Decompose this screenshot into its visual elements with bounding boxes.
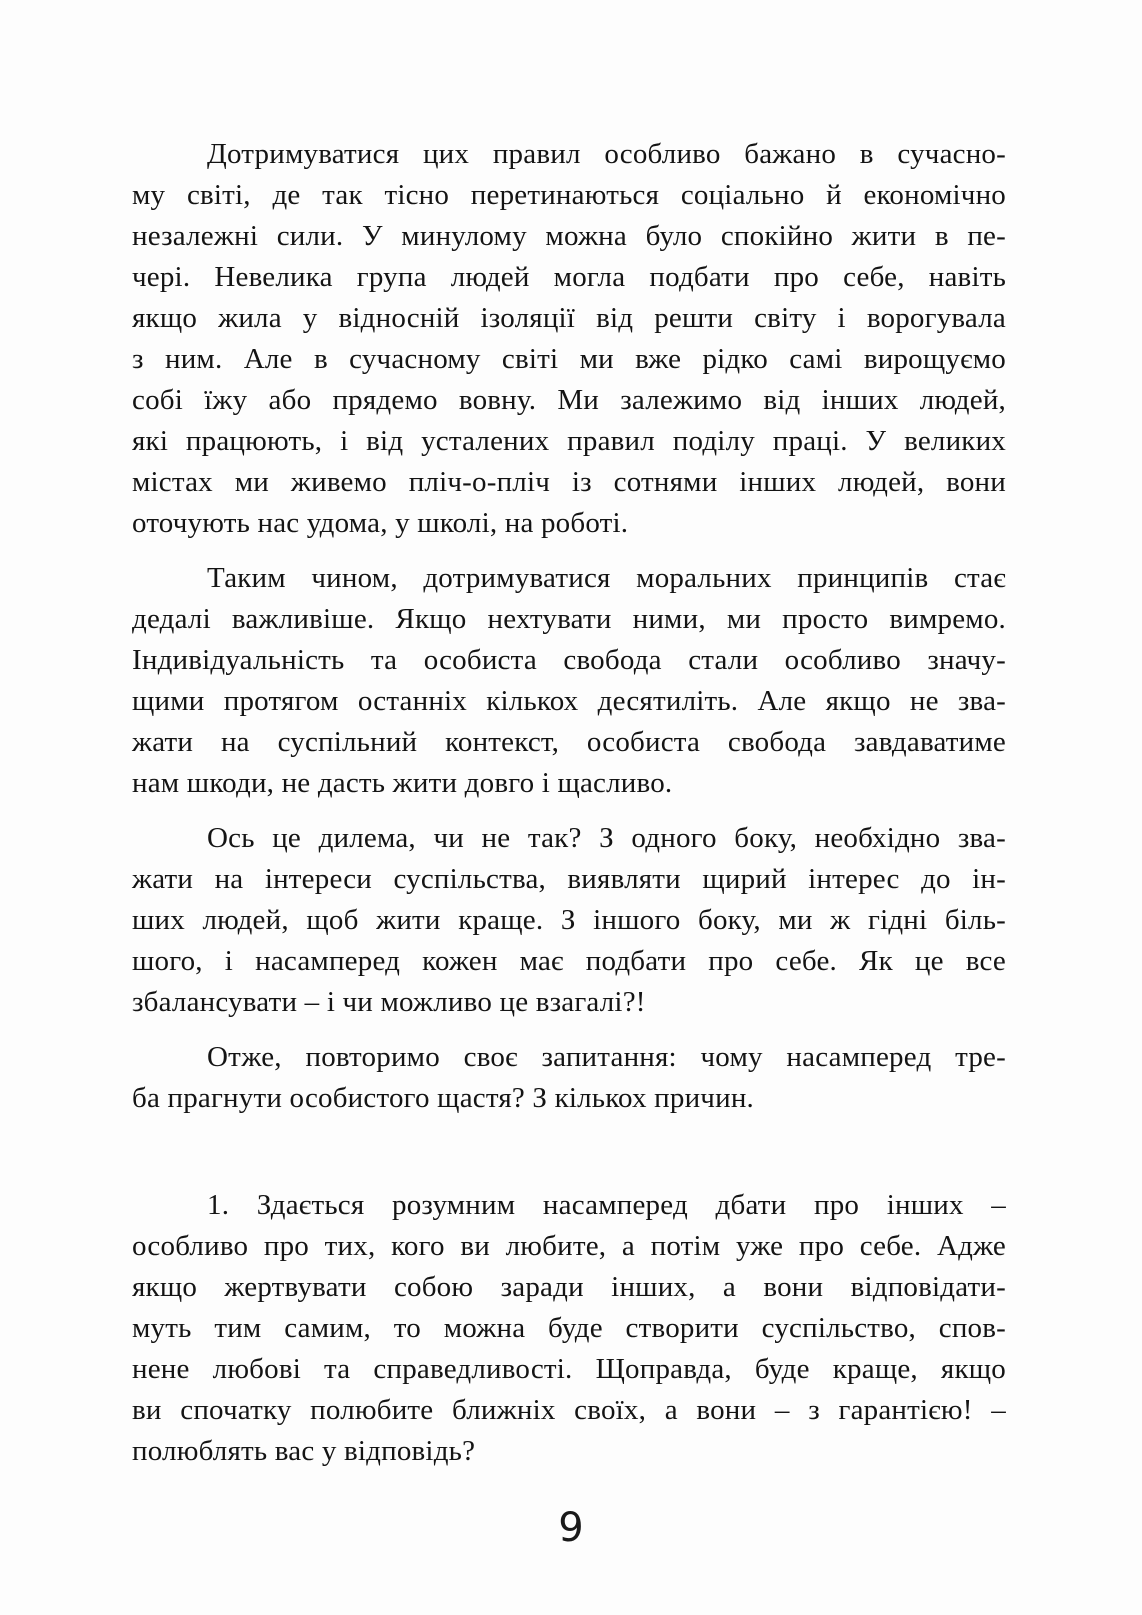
paragraph (132, 558, 1006, 804)
text-block (132, 134, 1006, 1486)
text-line: нам шкоди, не дасть жити довго і щасливо. (132, 767, 673, 799)
text-line: які працюють, і від усталених правил поділу праці. У великих (132, 425, 1006, 457)
text-line: шого, і насамперед кожен має подбати про себе. Як це все (132, 945, 1006, 977)
text-line: дедалі важливіше. Якщо нехтувати ними, ми просто вимремо. (132, 603, 1006, 635)
text-line: з ним. Але в сучасному світі ми вже рідко самі вирощуємо (132, 343, 1006, 375)
text-line: нене любові та справедливості. Щоправда, буде краще, якщо (132, 1353, 1006, 1385)
text-line: Ось це дилема, чи не так? З одного боку, необхідно зва- (207, 822, 1006, 854)
text-line: ших людей, щоб жити краще. З іншого боку, ми ж гідні біль- (132, 904, 1006, 936)
paragraph (132, 1037, 1006, 1119)
text-line: якщо жила у відносній ізоляції від решти світу і ворогувала (132, 302, 1006, 334)
text-line: якщо жертвувати собою заради інших, а вони відповідати- (132, 1271, 1006, 1303)
paragraph (132, 134, 1006, 544)
page-number: 9 (558, 1505, 584, 1551)
text-line: ви спочатку полюбите ближніх своїх, а вони – з гарантією! – (132, 1394, 1006, 1426)
text-line: жати на суспільний контекст, особиста свобода завдаватиме (132, 726, 1006, 758)
text-line: оточують нас удома, у школі, на роботі. (132, 507, 629, 539)
text-line: містах ми живемо пліч-о-пліч із сотнями інших людей, вони (132, 466, 1006, 498)
text-line: чері. Невелика група людей могла подбати про себе, навіть (132, 261, 1006, 293)
paragraph (132, 1185, 1006, 1472)
text-line: особливо про тих, кого ви любите, а потім уже про себе. Адже (132, 1230, 1006, 1262)
text-line: Індивідуальність та особиста свобода стали особливо значу- (132, 644, 1006, 676)
text-line: незалежні сили. У минулому можна було спокійно жити в пе- (132, 220, 1006, 252)
text-line: полюблять вас у відповідь? (132, 1435, 476, 1467)
text-line: му світі, де так тісно перетинаються соціально й економічно (132, 179, 1006, 211)
text-line: щими протягом останніх кількох десятиліть. Але якщо не зва- (132, 685, 1006, 717)
text-line: жати на інтереси суспільства, виявляти щирий інтерес до ін- (132, 863, 1006, 895)
text-line: ба прагнути особистого щастя? З кількох причин. (132, 1082, 754, 1114)
text-line: муть тим самим, то можна буде створити суспільство, спов- (132, 1312, 1006, 1344)
paragraph (132, 818, 1006, 1023)
text-line: Таким чином, дотримуватися моральних принципів стає (207, 562, 1006, 594)
text-line: Отже, повторимо своє запитання: чому насамперед тре- (207, 1041, 1006, 1073)
text-line: збалансувати – і чи можливо це взагалі?! (132, 986, 646, 1018)
text-line: Дотримуватися цих правил особливо бажано в сучасно- (207, 138, 1006, 170)
text-line: собі їжу або прядемо вовну. Ми залежимо від інших людей, (132, 384, 1006, 416)
text-line: 1. Здається розумним насамперед дбати про інших – (207, 1189, 1006, 1221)
